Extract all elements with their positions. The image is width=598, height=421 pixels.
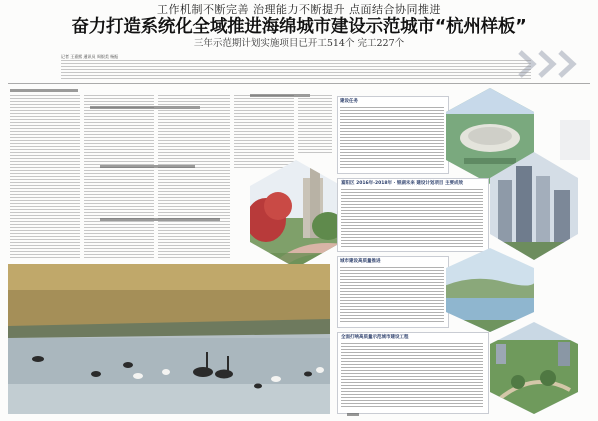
page-headline: 奋力打造系统化全域推进海绵城市建设示范城市“杭州样板” xyxy=(71,17,527,37)
riverside-photo xyxy=(248,158,344,270)
box-4-heading: 全面打响高质量示范城市建设工程 xyxy=(341,335,409,340)
park-photo xyxy=(488,320,580,416)
box-1-text xyxy=(340,107,444,169)
column-heading-bar xyxy=(10,89,78,92)
box-4-text xyxy=(341,343,483,409)
column-heading-bar-4 xyxy=(100,218,220,221)
box-3-text xyxy=(340,267,444,323)
box-3-heading: 城市建设高质量推进 xyxy=(340,259,381,264)
left-column-2-text xyxy=(84,95,154,260)
kicker-line: 工作机制不断完善 治理能力不断提升 点面结合协同推进 xyxy=(157,3,441,16)
left-column-1-text xyxy=(10,95,80,260)
byline: 记者 王嘉熙 通讯员 周银美 杨振 xyxy=(61,54,119,59)
left-column-5-text xyxy=(298,95,332,155)
box-1-heading: 建设任务 xyxy=(340,99,358,104)
column-heading-bar-3 xyxy=(100,165,195,168)
page-footer-mark xyxy=(347,413,359,416)
header-divider xyxy=(8,83,590,84)
left-column-3-text xyxy=(158,95,230,260)
wetland-photo xyxy=(8,264,330,414)
intro-text-block xyxy=(61,60,531,80)
page-subhead: 三年示范期计划实施项目已开工514个 完工227个 xyxy=(193,38,405,49)
box-2-heading: 富阳区 2016年-2018年 · 银湖未来 建设计划项目 主要成效 xyxy=(341,181,463,186)
box-2-text xyxy=(341,189,483,247)
